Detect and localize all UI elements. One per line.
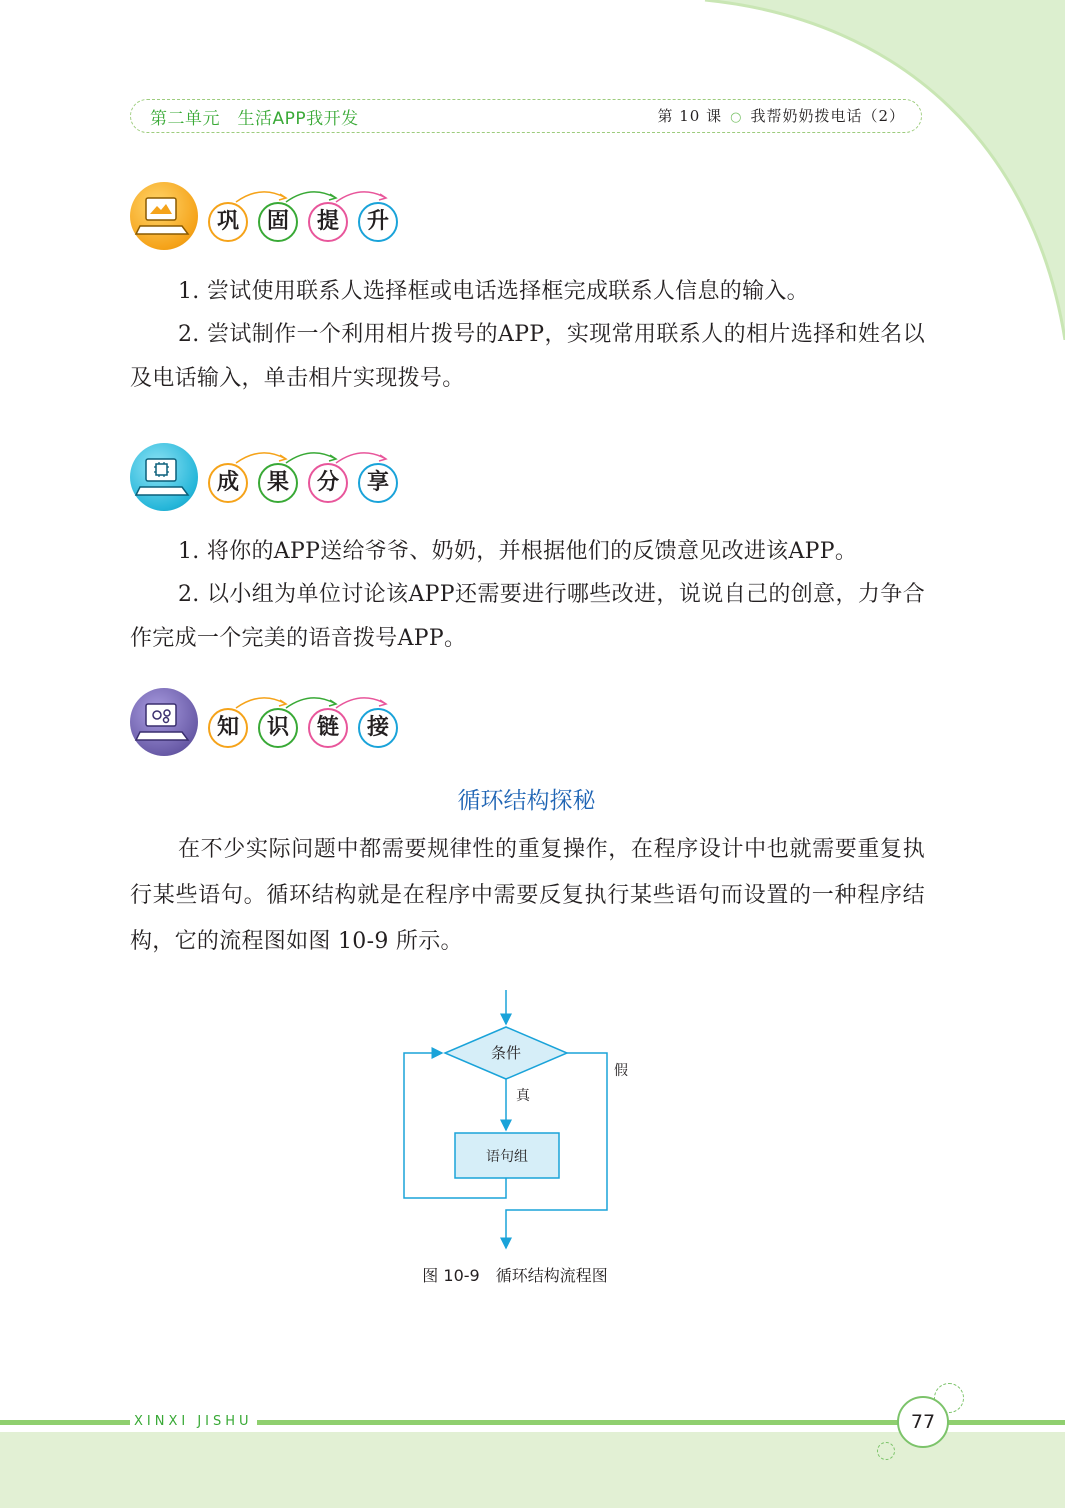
- lesson-name: 我帮奶奶拨电话（2）: [750, 107, 905, 125]
- heading-char: 成: [208, 463, 248, 503]
- figure-caption: 图 10-9 循环结构流程图: [422, 1266, 608, 1285]
- true-label: 真: [516, 1088, 530, 1104]
- heading-char: 升: [358, 202, 398, 242]
- paragraph: 1. 将你的APP送给爷爷、奶奶，并根据他们的反馈意见改进该APP。: [178, 539, 858, 564]
- lesson-title: [657, 105, 905, 126]
- decor-dashed-circle: [877, 1442, 895, 1460]
- heading-char: 分: [308, 463, 348, 503]
- subsection-title: 循环结构探秘: [457, 788, 596, 814]
- laptop-gears-icon: [130, 688, 198, 756]
- loop-flowchart: [395, 990, 655, 1255]
- heading-char: 固: [258, 202, 298, 242]
- false-label: 假: [614, 1063, 628, 1079]
- section-heading-knowledge: [130, 688, 430, 758]
- heading-char: 提: [308, 202, 348, 242]
- heading-char: 享: [358, 463, 398, 503]
- lesson-number: 第 10 课: [657, 107, 723, 125]
- footer-band: [0, 1432, 1065, 1508]
- paragraph: 在不少实际问题中都需要规律性的重复操作，在程序设计中也就需要重复执行某些语句。循环结构就是在程序中需要反复执行某些语句而设置的一种程序结构，它的流程图如图 10-9 所示。: [130, 837, 925, 954]
- separator-circle-icon: ○: [730, 110, 743, 125]
- heading-char: 知: [208, 708, 248, 748]
- unit-title: 第二单元 生活APP我开发: [150, 109, 359, 129]
- heading-char: 巩: [208, 202, 248, 242]
- footer-label: XINXI JISHU: [130, 1414, 257, 1429]
- paragraph: 1. 尝试使用联系人选择框或电话选择框完成联系人信息的输入。: [178, 279, 809, 304]
- statement-label: 语句组: [486, 1149, 528, 1165]
- paragraph: 2. 以小组为单位讨论该APP还需要进行哪些改进，说说自己的创意，力争合作完成一个完美的语音拨号APP。: [130, 582, 925, 651]
- heading-char: 识: [258, 708, 298, 748]
- condition-label: 条件: [490, 1044, 522, 1062]
- page-number: 77: [897, 1396, 949, 1448]
- heading-char: 接: [358, 708, 398, 748]
- heading-char: 链: [308, 708, 348, 748]
- section-heading-consolidate: [130, 182, 430, 252]
- heading-char: 果: [258, 463, 298, 503]
- section-heading-share: [130, 443, 430, 513]
- laptop-house-icon: [130, 182, 198, 250]
- paragraph: 2. 尝试制作一个利用相片拨号的APP，实现常用联系人的相片选择和姓名以及电话输入，单击相片实现拨号。: [130, 322, 925, 391]
- laptop-chip-icon: [130, 443, 198, 511]
